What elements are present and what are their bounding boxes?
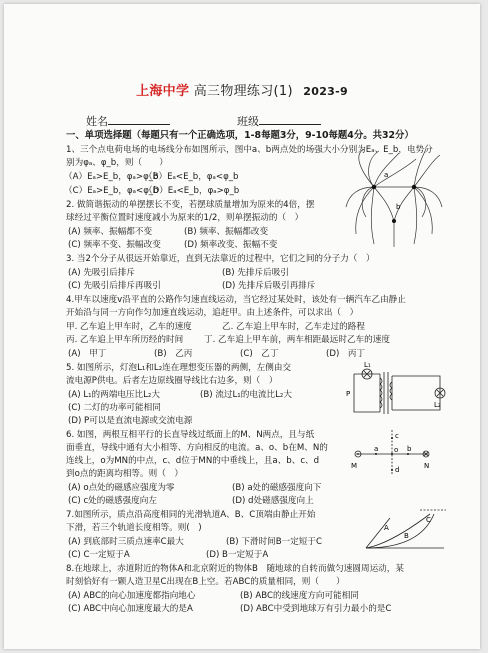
q7-stem-line2: 下滑，若三个轨道长度相等。则( )	[66, 523, 202, 533]
q4-option-c[interactable]: (C) 乙丁	[240, 349, 279, 359]
q3-option-b[interactable]: (B) 先排斥后吸引	[222, 268, 289, 278]
point-a-label: a	[374, 445, 379, 453]
tracks-figure	[360, 508, 450, 554]
q8-stem-line2: 时刻恰好有一颗人造卫星C出现在B上空。若ABC的质量相同，则（ ）	[66, 577, 345, 587]
transformer-figure	[344, 362, 450, 420]
q3-option-c[interactable]: (C) 先吸引后排斥再吸引	[68, 281, 161, 291]
q6-stem-line2: 面垂直，导线中通有大小相等、方向相反的电流。a、o、b在M、N的	[66, 443, 328, 453]
worksheet-page	[4, 4, 480, 649]
q5-stem-line1: 5. 如图所示，灯泡L₁和L₂连在理想变压器的两侧，左侧由交	[66, 363, 292, 373]
student-fields	[86, 113, 321, 129]
q2-option-d[interactable]: (D) 频率改变、振幅不变	[184, 240, 278, 250]
field-point-a: a	[384, 171, 389, 179]
point-o-label: o	[394, 446, 399, 454]
q3-option-d[interactable]: (D) 先排斥后吸引再排斥	[222, 281, 316, 291]
q4-option-d[interactable]: (D) 丙丁	[326, 349, 366, 359]
class-label: 班级	[237, 115, 259, 128]
q4-option-b[interactable]: (B) 乙丙	[154, 349, 193, 359]
q6-option-b[interactable]: (B) a处的磁感强度向下	[232, 483, 322, 493]
q6-stem-line1: 6. 如图，两根互相平行的长直导线过纸面上的M、N两点，且与纸	[66, 430, 315, 440]
q1-option-b[interactable]: （B）Eₐ<E_b，φₐ<φ_b	[144, 172, 239, 182]
lamp-l1-label: L₁	[364, 362, 371, 369]
q2-option-c[interactable]: (C) 频率不变、振幅改变	[68, 240, 161, 250]
q2-stem-line2: 球经过平衡位置时速度减小为原来的1/2，则单摆振动的（ ）	[66, 213, 304, 223]
q1-option-c[interactable]: （C）Eₐ>E_b，φₐ<φ_b	[64, 186, 159, 196]
q4-statement-ding: 丁. 乙车追上甲车前，两车相距最远时乙车的速度	[204, 335, 390, 345]
q8-option-d[interactable]: (D) ABC中受到地球万有引力最小的是C	[240, 604, 392, 614]
worksheet-name: 高三物理练习(1)	[193, 84, 293, 99]
q8-option-a[interactable]: (A) ABC的向心加速度都指向地心	[68, 591, 196, 601]
lamp-l2-label: L₂	[434, 401, 441, 409]
field-lines-figure	[344, 149, 444, 249]
field-point-b: b	[396, 203, 401, 211]
q8-option-c[interactable]: (C) ABC中向心加速度最大的是A	[68, 604, 193, 614]
q1-option-d[interactable]: （D）Eₐ<E_b，φₐ>φ_b	[144, 186, 240, 196]
q3-option-a[interactable]: (A) 先吸引后排斥	[68, 268, 135, 278]
q6-option-d[interactable]: (D) d处磁感强度向上	[232, 496, 314, 506]
wires-figure	[348, 424, 434, 476]
source-p-label: P	[346, 390, 351, 398]
q4-stem-line1: 4.甲车以速度v沿平直的公路作匀速直线运动，当它经过某处时，该处有一辆汽车乙由静止	[66, 295, 406, 305]
wire-n-label: N	[424, 462, 430, 470]
q1-stem-line2: 别为φₐ、φ_b，则（ ）	[66, 158, 168, 168]
wire-m-label: M	[351, 462, 358, 470]
worksheet-date: 2023-9	[303, 85, 348, 98]
name-label: 姓名	[86, 115, 108, 128]
q7-stem-line1: 7.如图所示，质点沿高度相同的光滑轨道A、B、C顶端由静止开始	[66, 510, 316, 520]
q5-option-b[interactable]: (B) 流过L₁的电流比L₂大	[200, 390, 292, 400]
q8-option-b[interactable]: (B) ABC的线速度方向可能相同	[240, 591, 359, 601]
q7-option-c[interactable]: (C) C一定短于A	[68, 550, 130, 560]
track-b-label: B	[404, 532, 409, 540]
q3-stem: 3. 当2个分子从很远开始靠近，直到无法靠近的过程中，它们之间的分子力（ ）	[66, 254, 375, 264]
q7-option-b[interactable]: (B) 下滑时间B一定短于C	[226, 537, 322, 547]
q4-statement-yi: 乙. 乙车追上甲车时，乙车走过的路程	[222, 322, 365, 332]
q5-option-d[interactable]: (D) P可以是直流电源或交流电源	[68, 416, 193, 426]
track-a-label: A	[384, 524, 389, 532]
q7-option-d[interactable]: (D) B一定短于A	[206, 550, 269, 560]
point-c-label: c	[395, 432, 399, 440]
q7-option-a[interactable]: (A) 到底部时三质点速率C最大	[68, 537, 184, 547]
section-heading: 一、单项选择题（每题只有一个正确选项，1-8每题3分，9-10每题4分。共32分）	[66, 130, 414, 141]
q6-stem-line3: 连线上，o为MN的中点，c、d位于MN的中垂线上，且a、b、c、d	[66, 456, 320, 466]
q1-option-a[interactable]: （A）Eₐ>E_b，φₐ>φ_b	[64, 172, 159, 182]
q2-option-b[interactable]: (B) 频率、振幅都改变	[184, 227, 269, 237]
q4-statement-jia: 甲. 乙车追上甲车时，乙车的速度	[66, 322, 192, 332]
page-title	[4, 80, 480, 99]
name-blank[interactable]	[108, 114, 170, 125]
q4-stem-line2: 开始沿与同一方向作匀加速直线运动，追赶甲。由上述条件，可以求出（ ）	[66, 308, 359, 318]
q6-stem-line4: 到o点的距离均相等。则（ ）	[66, 469, 183, 479]
track-c-label: C	[426, 516, 431, 524]
q5-stem-line2: 流电源P供电。后者左边原线圈导线比右边多，则（ ）	[66, 376, 278, 386]
q8-stem-line1: 8.在地球上，赤道附近的物体A和北京附近的物体B 随地球的自转而做匀速圆周运动，某	[66, 564, 404, 574]
q1-stem-line1: 1、三个点电荷电场的电场线分布如图所示，图中a、b两点处的场强大小分别为Eₐ、E_b，电势分	[66, 145, 433, 155]
point-d-label: d	[395, 466, 400, 474]
q2-stem-line1: 2. 做简谐振动的单摆摆长不变，若摆球质量增加为原来的4倍，摆	[66, 200, 315, 210]
q6-option-a[interactable]: (A) o点处的磁感应强度为零	[68, 483, 175, 493]
q4-option-a[interactable]: (A) 甲丁	[68, 349, 107, 359]
q5-option-a[interactable]: (A) L₁的两端电压比L₂大	[68, 390, 160, 400]
point-b-label: b	[407, 445, 412, 453]
school-name: 上海中学	[136, 84, 190, 99]
q5-option-c[interactable]: (C) 二灯的功率可能相同	[68, 403, 161, 413]
q4-statement-bing: 丙. 乙车追上甲车所历经的时间	[66, 335, 184, 345]
q2-option-a[interactable]: (A) 频率、振幅都不变	[68, 227, 153, 237]
q6-option-c[interactable]: (C) c处的磁感强度向左	[68, 496, 157, 506]
class-blank[interactable]	[259, 114, 321, 125]
